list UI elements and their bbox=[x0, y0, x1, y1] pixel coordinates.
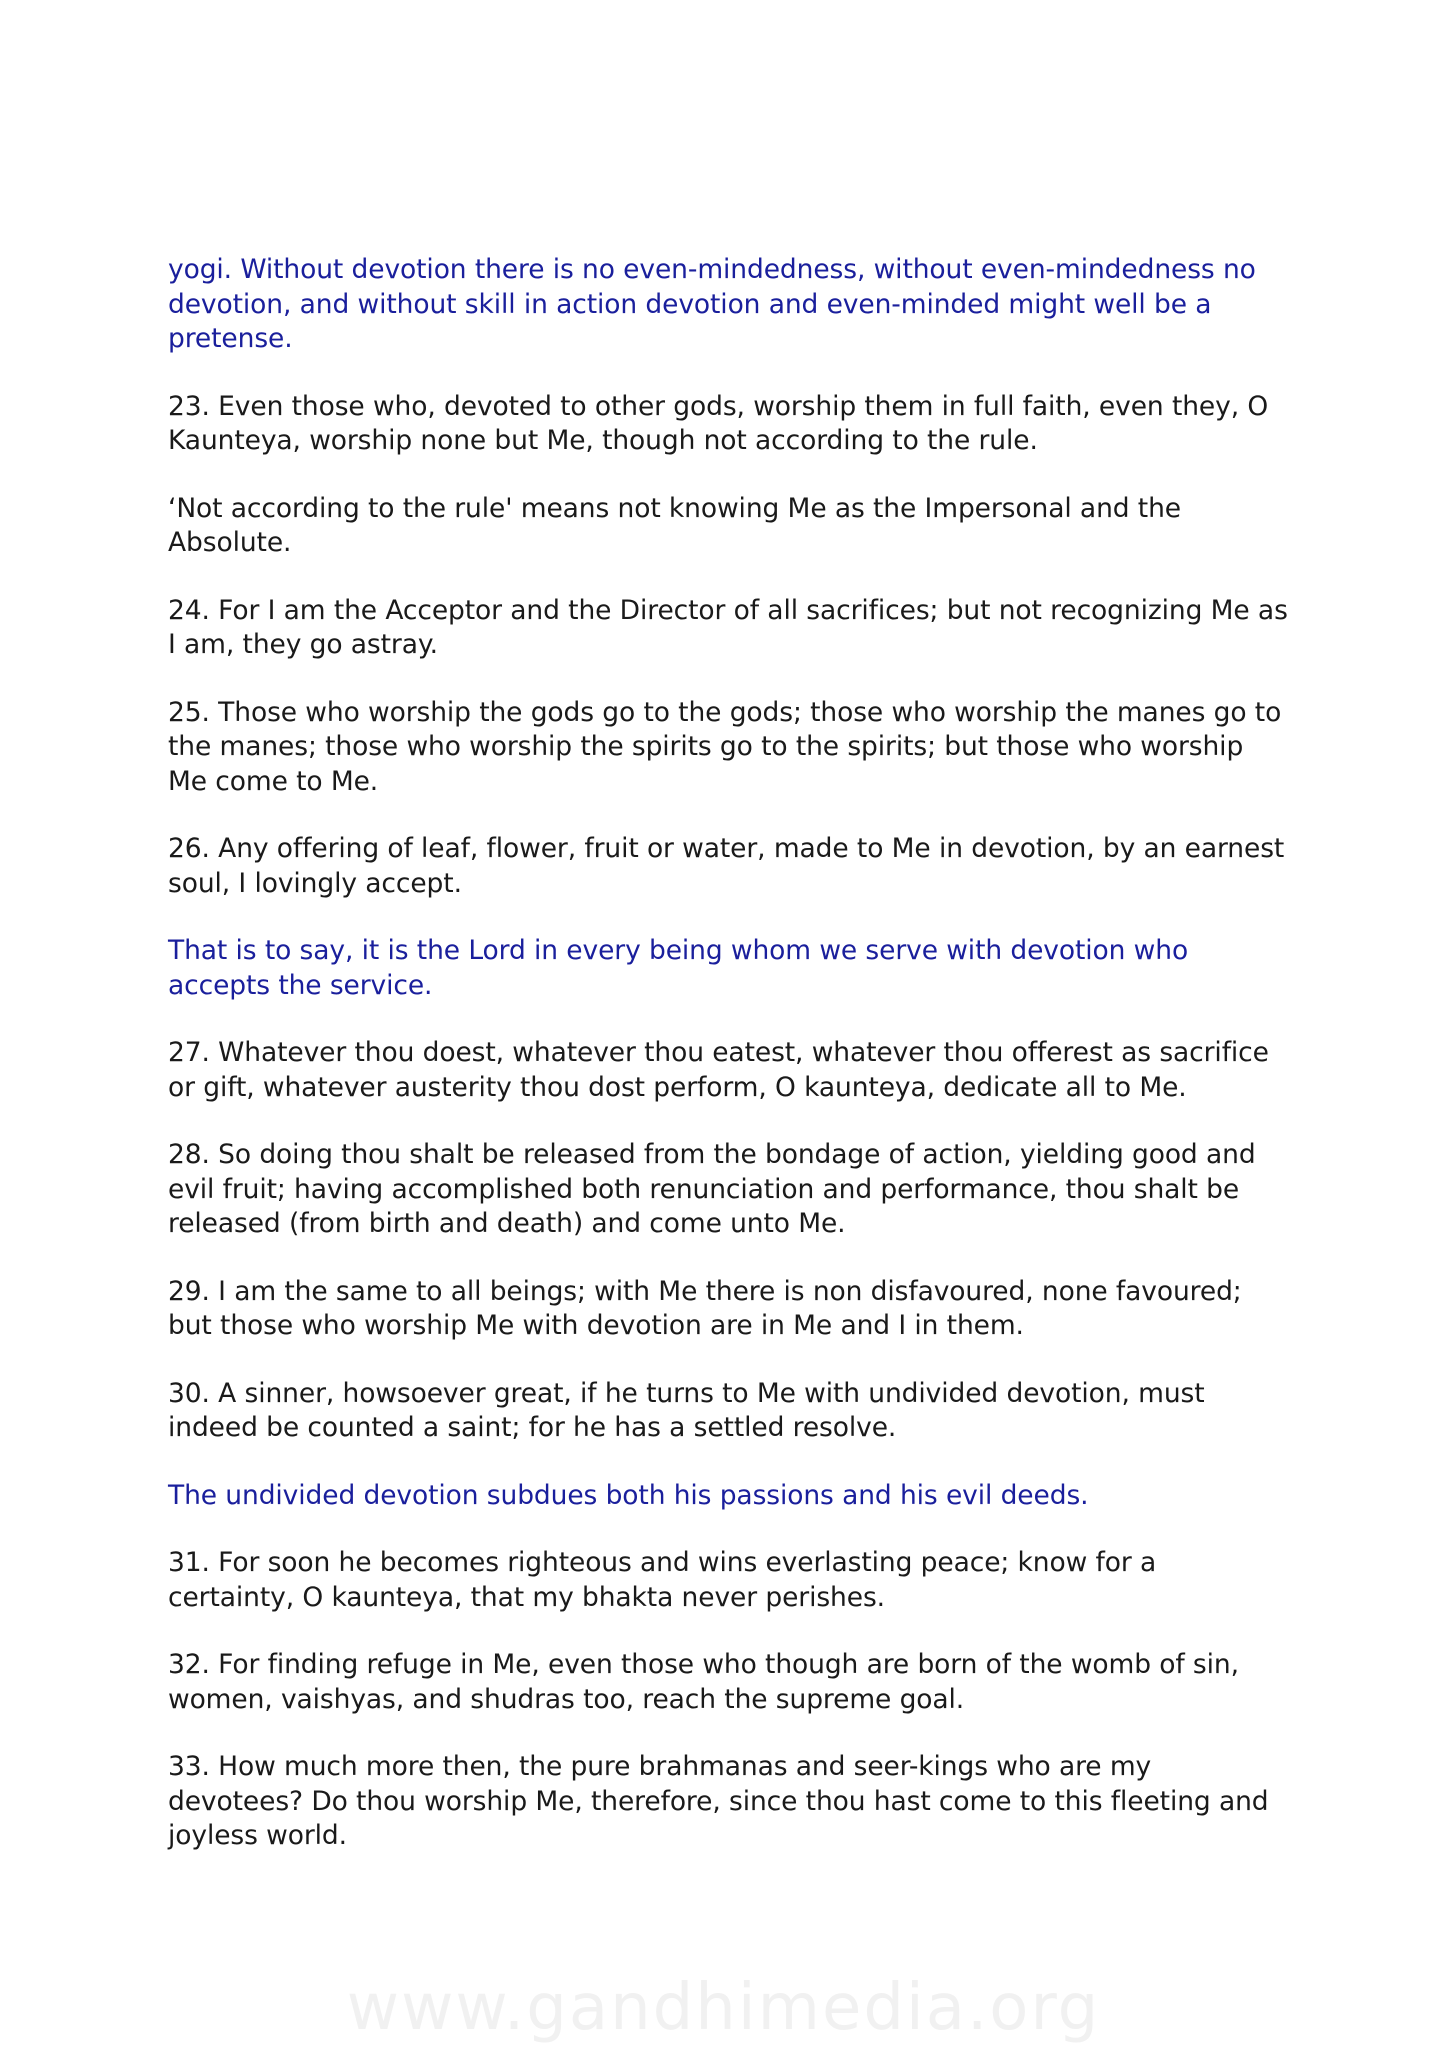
paragraph: 25. Those who worship the gods go to the gods; those who worship the manes go to the manes; those who worship the spirits go to the spirits; but those who worship Me come to Me. bbox=[168, 696, 1282, 797]
paragraph: 28. So doing thou shalt be released from the bondage of action, yielding good and evil fruit; having accomplished both renunciation and performance, thou shalt be released (from birth and death) and come unto Me. bbox=[168, 1139, 1256, 1239]
paragraph: 29. I am the same to all beings; with Me there is non disfavoured, none favoured; but those who worship Me with devotion are in Me and I in them. bbox=[168, 1275, 1242, 1341]
paragraph: The undivided devotion subdues both his passions and his evil deeds. bbox=[168, 1479, 1089, 1511]
paragraph: 23. Even those who, devoted to other gods, worship them in full faith, even they, O Kaunteya, worship none but Me, though not according to the rule. bbox=[168, 390, 1269, 456]
watermark: www.gandhimedia.org bbox=[346, 1971, 1101, 2045]
paragraph: 31. For soon he becomes righteous and wins everlasting peace; know for a certainty, O kaunteya, that my bhakta never perishes. bbox=[168, 1547, 1157, 1613]
paragraph: That is to say, it is the Lord in every being whom we serve with devotion who accepts the service. bbox=[168, 935, 1189, 1001]
paragraph: 30. A sinner, howsoever great, if he turns to Me with undivided devotion, must indeed be counted a saint; for he has a settled resolve. bbox=[168, 1377, 1205, 1443]
page-body bbox=[168, 253, 1288, 1887]
paragraph: 27. Whatever thou doest, whatever thou eatest, whatever thou offerest as sacrifice or gift, whatever austerity thou dost perform, O kaunteya, dedicate all to Me. bbox=[168, 1037, 1269, 1103]
paragraph: 33. How much more then, the pure brahmanas and seer-kings who are my devotees? Do thou worship Me, therefore, since thou hast come to this fleeting and joyless world. bbox=[168, 1751, 1269, 1851]
paragraph: 26. Any offering of leaf, flower, fruit or water, made to Me in devotion, by an earnest soul, I lovingly accept. bbox=[168, 833, 1285, 899]
paragraph: 24. For I am the Acceptor and the Director of all sacrifices; but not recognizing Me as I am, they go astray. bbox=[168, 594, 1288, 660]
paragraph: ‘Not according to the rule' means not knowing Me as the Impersonal and the Absolute. bbox=[168, 492, 1181, 558]
paragraph: yogi. Without devotion there is no even-mindedness, without even-mindedness no devotion, and without skill in action devotion and even-minded might well be a pretense. bbox=[168, 254, 1256, 354]
paragraph: 32. For finding refuge in Me, even those who though are born of the womb of sin, women, vaishyas, and shudras too, reach the supreme goal. bbox=[168, 1649, 1239, 1715]
